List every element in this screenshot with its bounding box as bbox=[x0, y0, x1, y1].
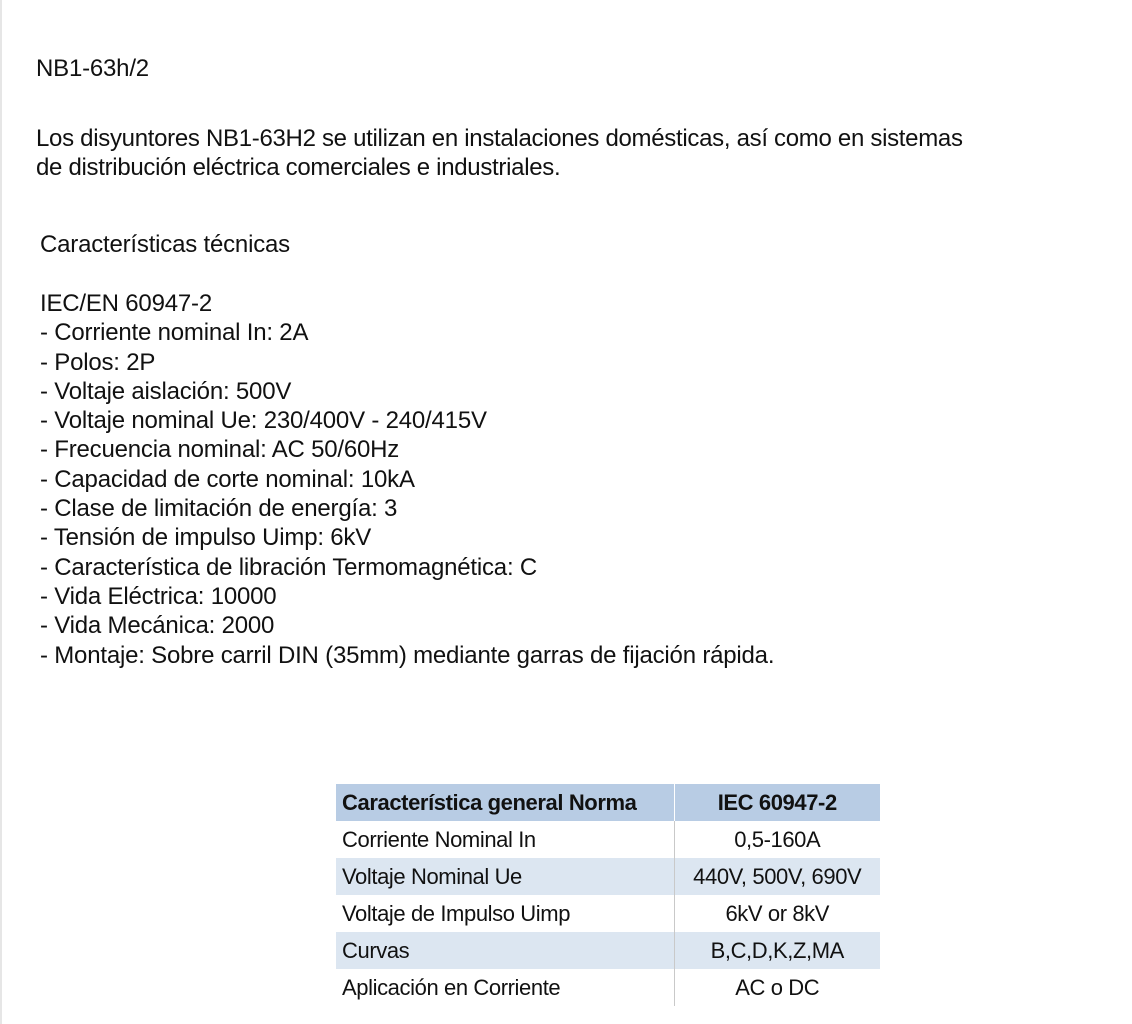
spec-item: - Tensión de impulso Uimp: 6kV bbox=[40, 524, 372, 552]
spec-item: - Frecuencia nominal: AC 50/60Hz bbox=[40, 436, 400, 464]
spec-item: - Clase de limitación de energía: 3 bbox=[40, 495, 398, 523]
standard-reference: IEC/EN 60947-2 bbox=[40, 290, 212, 317]
table-cell-value: 0,5-160A bbox=[674, 821, 880, 858]
features-heading: Características técnicas bbox=[40, 231, 290, 258]
table-header-row bbox=[336, 784, 880, 821]
table-cell-label: Voltaje de Impulso Uimp bbox=[336, 895, 674, 932]
table-cell-label: Aplicación en Corriente bbox=[336, 969, 674, 1006]
spec-item: - Corriente nominal In: 2A bbox=[40, 319, 309, 347]
spec-item: - Vida Mecánica: 2000 bbox=[40, 612, 275, 640]
intro-line: Los disyuntores NB1-63H2 se utilizan en instalaciones domésticas, así como en sistemas bbox=[36, 125, 963, 152]
spec-item: - Característica de libración Termomagnética: C bbox=[40, 553, 538, 581]
table-header-cell: Característica general Norma bbox=[336, 784, 674, 821]
spec-item: - Polos: 2P bbox=[40, 348, 156, 376]
table-row bbox=[336, 858, 880, 895]
table-cell-label: Corriente Nominal In bbox=[336, 821, 674, 858]
table-row bbox=[336, 932, 880, 969]
spec-item: - Montaje: Sobre carril DIN (35mm) mediante garras de fijación rápida. bbox=[40, 641, 775, 669]
document-title: NB1-63h/2 bbox=[36, 55, 149, 82]
intro-paragraph bbox=[36, 124, 1116, 182]
page-edge-divider bbox=[0, 0, 2, 1024]
intro-line: de distribución eléctrica comerciales e industriales. bbox=[36, 154, 561, 181]
table-header-cell: IEC 60947-2 bbox=[674, 784, 880, 821]
table-cell-label: Voltaje Nominal Ue bbox=[336, 858, 674, 895]
spec-item: - Voltaje nominal Ue: 230/400V - 240/415V bbox=[40, 407, 487, 435]
spec-item: - Capacidad de corte nominal: 10kA bbox=[40, 465, 415, 493]
table-row bbox=[336, 821, 880, 858]
table-cell-value: 440V, 500V, 690V bbox=[674, 858, 880, 895]
table-cell-value: B,C,D,K,Z,MA bbox=[674, 932, 880, 969]
spec-item: - Vida Eléctrica: 10000 bbox=[40, 582, 277, 610]
table-row bbox=[336, 969, 880, 1006]
spec-item: - Voltaje aislación: 500V bbox=[40, 377, 292, 405]
standard-spec-table bbox=[336, 784, 880, 1006]
table-cell-value: AC o DC bbox=[674, 969, 880, 1006]
table-cell-label: Curvas bbox=[336, 932, 674, 969]
spec-list bbox=[40, 318, 774, 670]
table-row bbox=[336, 895, 880, 932]
table-cell-value: 6kV or 8kV bbox=[674, 895, 880, 932]
